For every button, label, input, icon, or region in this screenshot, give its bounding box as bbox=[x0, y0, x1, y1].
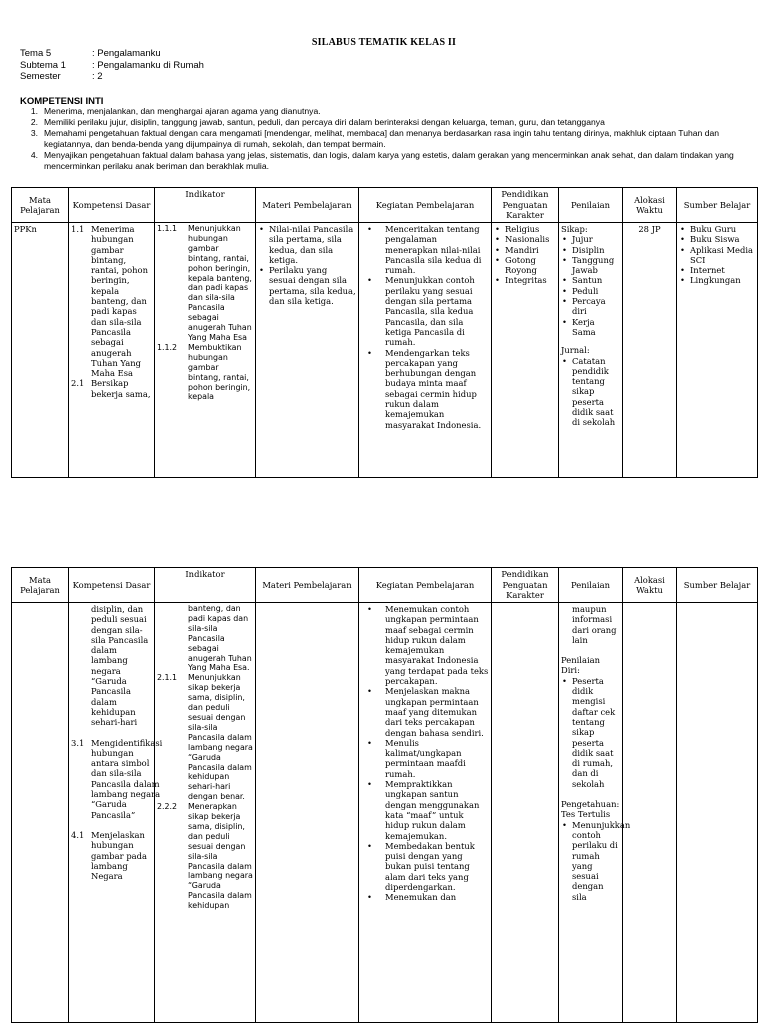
header-kd: Kompetensi Dasar bbox=[69, 568, 155, 603]
document-title: SILABUS TEMATIK KELAS II bbox=[311, 37, 457, 48]
header-karakter: Pendidikan Penguatan Karakter bbox=[492, 568, 559, 603]
penilaian-diri-list bbox=[561, 676, 620, 789]
penilaian-continued: maupun informasi dari orang lain bbox=[572, 604, 617, 645]
indikator-number: 1.1.1 bbox=[157, 224, 178, 233]
cell-karakter bbox=[492, 603, 559, 1023]
indikator-item bbox=[157, 802, 253, 911]
list-item: • Religius bbox=[494, 224, 556, 234]
header-materi: Materi Pembelajaran bbox=[256, 568, 359, 603]
list-item: • Kerja Sama bbox=[561, 317, 620, 338]
meta-value: : 2 bbox=[92, 71, 103, 82]
meta-value: : Pengalamanku bbox=[92, 48, 161, 59]
list-item: • Internet bbox=[679, 265, 755, 275]
kegiatan-list bbox=[361, 604, 489, 903]
header-karakter: Pendidikan Penguatan Karakter bbox=[492, 188, 559, 223]
kd-item bbox=[71, 604, 152, 728]
list-item: • Nilai-nilai Pancasila sila pertama, sila kedua, dan sila ketiga. bbox=[258, 224, 356, 265]
cell-penilaian bbox=[559, 603, 631, 1023]
list-item: • Mendengarkan teks percakapan yang berhubungan dengan budaya minta maaf sebagai cermin hidup rukun dalam kemajemukan masyarakat Indonesia. bbox=[361, 348, 489, 430]
list-item: • Catatan pendidik tentang sikap peserta didik saat di sekolah bbox=[561, 356, 620, 428]
indikator-number: 1.1.2 bbox=[157, 342, 178, 352]
header-alokasi: Alokasi Waktu bbox=[623, 188, 677, 223]
list-item: • Buku Guru bbox=[679, 224, 755, 234]
indikator-text: Membuktikan hubungan gambar bintang, rantai, pohon beringin, kepala bbox=[188, 342, 251, 402]
jurnal-label: Jurnal: bbox=[561, 345, 590, 356]
meta-key: Tema 5 bbox=[20, 48, 52, 59]
kd-item bbox=[71, 224, 152, 378]
list-item: • Santun bbox=[561, 275, 620, 285]
item-text: Menerima, menjalankan, dan menghargai ajaran agama yang dianutnya. bbox=[44, 106, 321, 116]
list-item: • Buku Siswa bbox=[679, 234, 755, 244]
meta-row-semester bbox=[20, 71, 204, 83]
list-item: • Nasionalis bbox=[494, 234, 556, 244]
list-item: • Peduli bbox=[561, 286, 620, 296]
tes-tertulis-label: Tes Tertulis bbox=[561, 809, 611, 820]
header-kegiatan: Kegiatan Pembelajaran bbox=[359, 568, 492, 603]
jurnal-list bbox=[561, 356, 620, 428]
header-kegiatan: Kegiatan Pembelajaran bbox=[359, 188, 492, 223]
table-row bbox=[12, 603, 758, 1023]
list-item: • Disiplin bbox=[561, 245, 620, 255]
indikator-text: Menunjukkan hubungan gambar bintang, rantai, pohon beringin, kepala banteng, dan padi kapas dan sila-sila Pancasila sebagai anugerah Tuhan Yang Maha Esa bbox=[188, 224, 252, 342]
header-kd: Kompetensi Dasar bbox=[69, 188, 155, 223]
list-item: • Mandiri bbox=[494, 245, 556, 255]
theme-info bbox=[20, 48, 204, 83]
karakter-list bbox=[494, 224, 556, 286]
cell-materi bbox=[256, 603, 359, 1023]
syllabus-table-2 bbox=[11, 567, 758, 1023]
meta-key: Semester bbox=[20, 71, 61, 82]
header-mapel: Mata Pelajaran bbox=[12, 188, 69, 223]
item-number: 2. bbox=[30, 117, 38, 127]
cell-kegiatan bbox=[359, 223, 492, 478]
cell-mapel: PPKn bbox=[12, 223, 69, 478]
list-item: • Aplikasi Media SCI bbox=[679, 245, 755, 266]
cell-sumber bbox=[677, 603, 758, 1023]
kd-text: Menerima hubungan gambar bintang, rantai, pohon beringin, kepala banteng, dan padi kapas dan sila-sila Pancasila sebagai anugerah Tuhan Yang Maha Esa bbox=[91, 224, 148, 379]
cell-mapel bbox=[12, 603, 69, 1023]
header-indikator: Indikator bbox=[155, 188, 256, 223]
penilaian-diri-label: Penilaian Diri: bbox=[561, 655, 601, 676]
indikator-number: 2.1.1 bbox=[157, 673, 178, 683]
header-alokasi: Alokasi Waktu bbox=[623, 568, 677, 603]
sikap-label: Sikap: bbox=[561, 224, 588, 234]
header-materi: Materi Pembelajaran bbox=[256, 188, 359, 223]
indikator-number: 2.2.2 bbox=[157, 802, 178, 812]
item-text: Memiliki perilaku jujur, disiplin, tanggung jawab, santun, peduli, dan percaya diri dalam berinteraksi dengan keluarga, teman, guru, dan tetangganya bbox=[44, 117, 605, 127]
indikator-item bbox=[157, 604, 253, 673]
item-number: 3. bbox=[30, 128, 38, 138]
meta-row-subtema bbox=[20, 60, 204, 72]
materi-list bbox=[258, 224, 356, 306]
meta-row-tema bbox=[20, 48, 204, 60]
list-item: • Jujur bbox=[561, 234, 620, 244]
cell-alokasi bbox=[623, 603, 677, 1023]
kompetensi-inti-list bbox=[20, 106, 750, 172]
indikator-item bbox=[157, 224, 253, 343]
indikator-item bbox=[157, 343, 253, 402]
list-item: • Menceritakan tentang pengalaman menerapkan nilai-nilai Pancasila sila kedua di rumah. bbox=[361, 224, 489, 275]
kd-item bbox=[71, 830, 152, 881]
list-item: • Lingkungan bbox=[679, 275, 755, 285]
list-item: • Percaya diri bbox=[561, 296, 620, 317]
kd-text: Mengidentifikasi hubungan antara simbol dan sila-sila Pancasila dalam lambang negara “Garuda Pancasila” bbox=[91, 737, 163, 820]
cell-kegiatan bbox=[359, 603, 492, 1023]
kegiatan-list bbox=[361, 224, 489, 430]
kd-number: 4.1 bbox=[71, 829, 85, 840]
item-text: Memahami pengetahuan faktual dengan cara mengamati [mendengar, melihat, membaca] dan menanya berdasarkan rasa ingin tahu tentang dirinya, makhluk ciptaan Tuhan dan kegiatannya, dan benda-benda yang dijumpainya di rumah, sekolah, dan tempat bermain. bbox=[44, 128, 720, 149]
cell-indikator bbox=[155, 603, 256, 1023]
indikator-text: Menerapkan sikap bekerja sama, disiplin, dan peduli sesuai dengan sila-sila Pancasila dalam lambang negara “Garuda Pancasila dalam kehidupan bbox=[188, 802, 253, 911]
kd-text: Bersikap bekerja sama, bbox=[91, 378, 151, 399]
tes-tertulis-list bbox=[561, 819, 631, 902]
meta-value: : Pengalamanku di Rumah bbox=[92, 59, 204, 71]
cell-materi bbox=[256, 223, 359, 478]
list-item: • Peserta didik mengisi daftar cek tentang sikap peserta didik saat di rumah, dan di sekolah bbox=[561, 676, 620, 789]
cell-kd bbox=[69, 603, 163, 1023]
kd-item bbox=[71, 737, 163, 820]
kd-text: disiplin, dan peduli sesuai dengan sila-sila Pancasila dalam lambang negara “Garuda Pancasila dalam kehidupan sehari-hari bbox=[91, 604, 149, 728]
header-mapel: Mata Pelajaran bbox=[12, 568, 69, 603]
indikator-number bbox=[157, 604, 188, 673]
list-item: • Integritas bbox=[494, 275, 556, 285]
kd-text: Menjelaskan hubungan gambar pada lambang Negara bbox=[91, 829, 148, 882]
header-penilaian: Penilaian bbox=[559, 188, 623, 223]
meta-key: Subtema 1 bbox=[20, 59, 66, 71]
list-item: • Membedakan bentuk puisi dengan yang bukan puisi tentang alam dari teks yang diperdengarkan. bbox=[361, 841, 489, 892]
cell-indikator bbox=[155, 223, 256, 478]
kd-number: 3.1 bbox=[71, 737, 85, 748]
pengetahuan-label: Pengetahuan: bbox=[561, 799, 620, 810]
header-penilaian: Penilaian bbox=[559, 568, 623, 603]
list-item: • Gotong Royong bbox=[494, 255, 556, 276]
indikator-item bbox=[157, 673, 253, 802]
list-item: • Menulis kalimat/ungkapan permintaan maafdi rumah. bbox=[361, 738, 489, 779]
list-item: • Perilaku yang sesuai dengan sila pertama, sila kedua, dan sila ketiga. bbox=[258, 265, 356, 306]
table-header-row bbox=[12, 568, 758, 603]
cell-kd bbox=[69, 223, 155, 478]
list-item: • Tanggung Jawab bbox=[561, 255, 620, 276]
kd-number bbox=[71, 604, 91, 728]
kd-number: 1.1 bbox=[71, 224, 85, 234]
list-item: • Menemukan dan bbox=[361, 892, 489, 902]
list-item: • Mempraktikkan ungkapan santun dengan menggunakan kata “maaf” untuk hidup rukun dalam kemajemukan. bbox=[361, 779, 489, 841]
item-text: Menyajikan pengetahuan faktual dalam bahasa yang jelas, sistematis, dan logis, dalam karya yang estetis, dalam gerakan yang mencerminkan anak sehat, dan dalam tindakan yang mencerminkan perilaku anak beriman dan berakhlak mulia. bbox=[44, 150, 734, 171]
syllabus-table-1 bbox=[11, 187, 758, 478]
kd-number: 2.1 bbox=[71, 378, 85, 389]
indikator-text: banteng, dan padi kapas dan sila-sila Pancasila sebagai anugerah Tuhan Yang Maha Esa. bbox=[188, 604, 252, 673]
list-item bbox=[20, 128, 750, 150]
table-row bbox=[12, 223, 758, 478]
indikator-text: Menunjukkan sikap bekerja sama, disiplin, dan peduli sesuai dengan sila-sila Pancasila dalam lambang negara “Garuda Pancasila dalam kehidupan sehari-hari dengan benar. bbox=[188, 673, 253, 802]
list-item: • Menjelaskan makna ungkapan permintaan maaf yang ditemukan dari teks percakapan dengan bahasa sendiri. bbox=[361, 686, 489, 737]
list-item bbox=[20, 150, 750, 172]
item-number: 1. bbox=[30, 106, 38, 116]
list-item: • Menemukan contoh ungkapan permintaan maaf sebagai cermin hidup rukun dalam kemajemukan masyarakat Indonesia yang terdapat pada teks percakapan. bbox=[361, 604, 489, 686]
list-item bbox=[20, 106, 750, 117]
header-sumber: Sumber Belajar bbox=[677, 188, 758, 223]
cell-penilaian bbox=[559, 223, 623, 478]
header-indikator: Indikator bbox=[155, 568, 256, 603]
list-item bbox=[20, 117, 750, 128]
cell-alokasi: 28 JP bbox=[623, 223, 677, 478]
kd-item bbox=[71, 378, 152, 399]
table-header-row bbox=[12, 188, 758, 223]
list-item: • Menunjukkan contoh perilaku di rumah yang sesuai dengan sila bbox=[561, 820, 620, 902]
item-number: 4. bbox=[30, 150, 38, 160]
cell-sumber bbox=[677, 223, 758, 478]
list-item: • Menunjukkan contoh perilaku yang sesuai dengan sila pertama Pancasila, sila kedua Pancasila, dan sila ketiga Pancasila di rumah. bbox=[361, 275, 489, 347]
sumber-list bbox=[679, 224, 755, 286]
sikap-list bbox=[561, 234, 620, 337]
cell-karakter bbox=[492, 223, 559, 478]
header-sumber: Sumber Belajar bbox=[677, 568, 758, 603]
kompetensi-inti-heading: KOMPETENSI INTI bbox=[20, 96, 104, 107]
